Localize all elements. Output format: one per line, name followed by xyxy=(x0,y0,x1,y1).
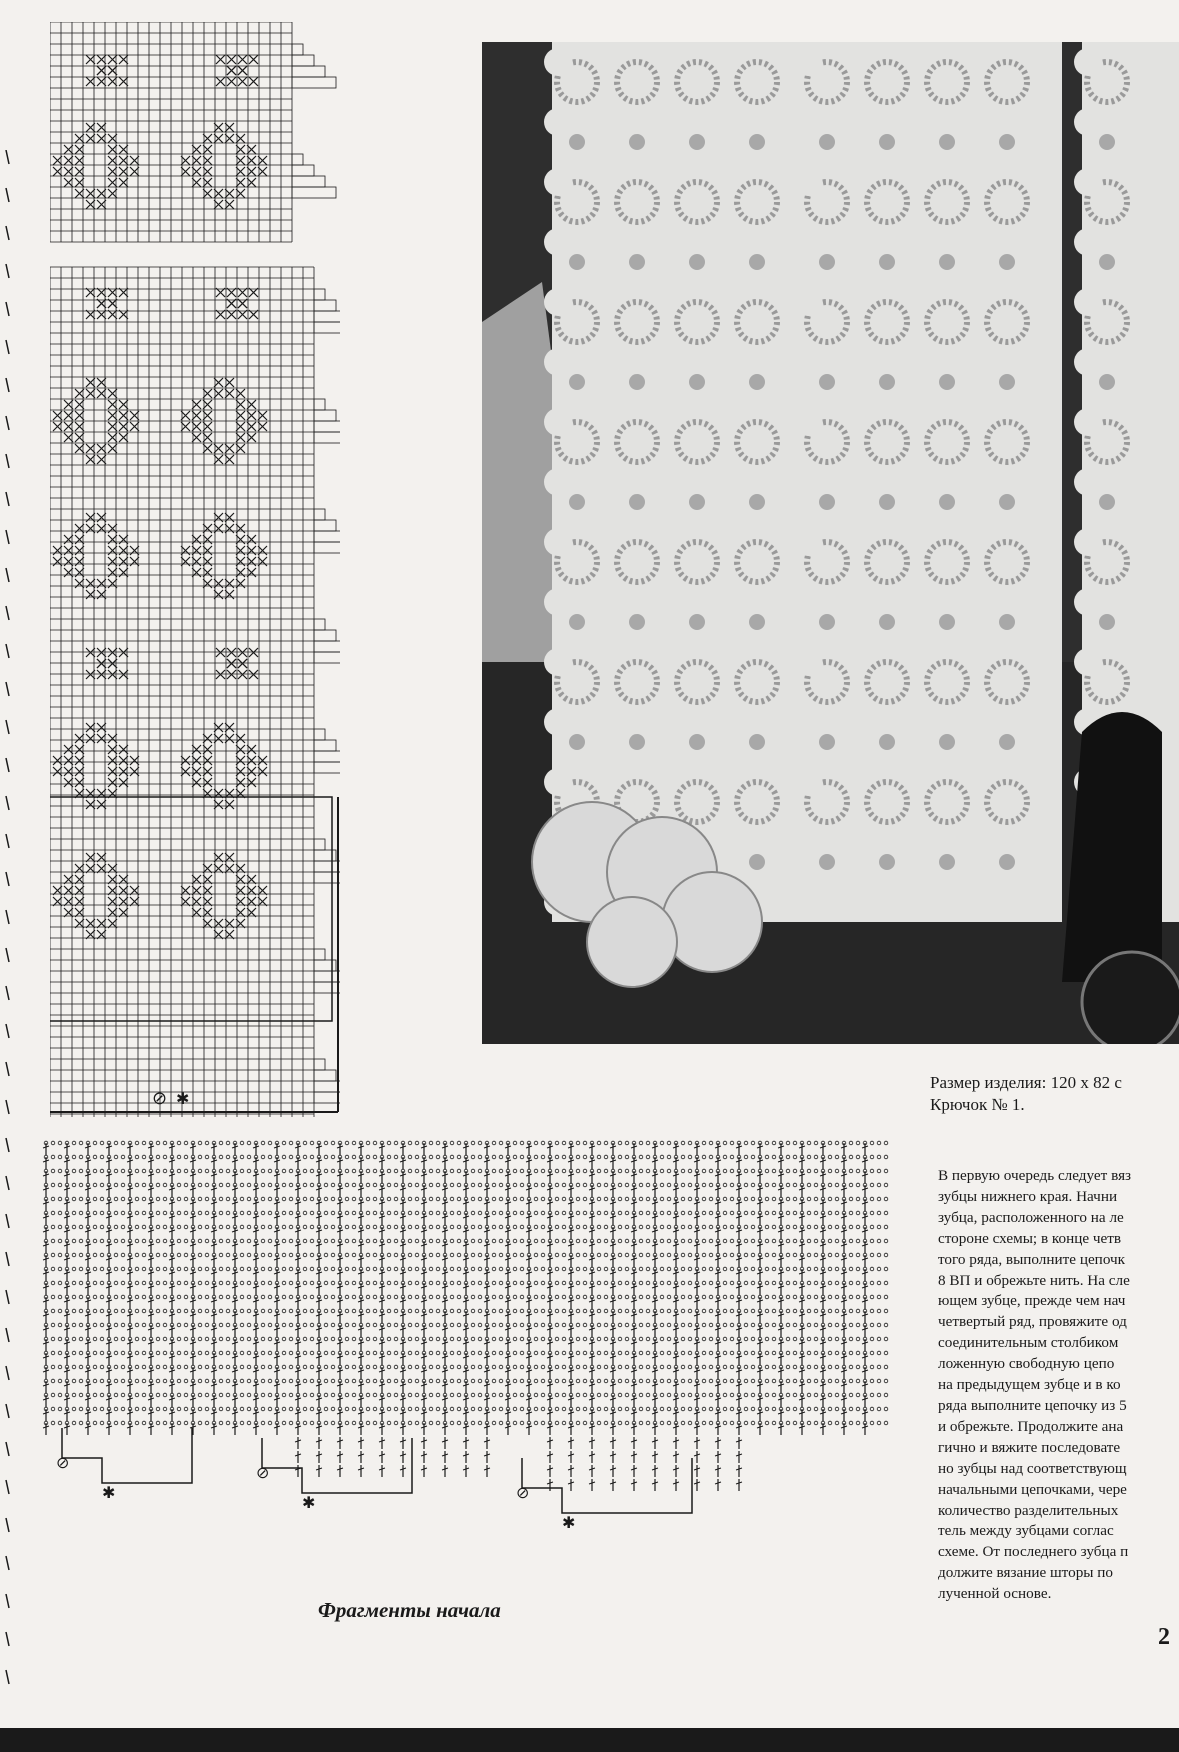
end-symbol: ✱ xyxy=(102,1485,116,1502)
instruction-line: гично и вяжите последовате xyxy=(938,1438,1121,1456)
start-symbol: ⊘ xyxy=(256,1465,270,1482)
curtain-panel xyxy=(794,42,1062,922)
page-edge-marks xyxy=(0,150,16,1700)
start-symbol: ⊘ xyxy=(516,1485,530,1502)
tooth-outline xyxy=(256,1438,412,1512)
instruction-line: В первую очередь следует вяз xyxy=(938,1167,1132,1184)
end-symbol: ✱ xyxy=(302,1495,316,1512)
instruction-line: зубца, расположенного на ле xyxy=(938,1208,1124,1226)
chart-caption: Фрагменты начала xyxy=(318,1598,501,1622)
instruction-line: ющем зубце, прежде чем нач xyxy=(938,1292,1126,1310)
instruction-line: лученной основе. xyxy=(938,1585,1052,1603)
instruction-line: количество разделительных xyxy=(938,1501,1119,1519)
grid-block xyxy=(50,267,340,1117)
chart-end-symbol: ✱ xyxy=(176,1091,190,1108)
symbol-grid xyxy=(43,1141,888,1491)
grid-block xyxy=(50,22,336,242)
filet-grid-chart xyxy=(50,22,340,1117)
tooth-outline xyxy=(516,1458,692,1532)
scan-edge xyxy=(0,1728,1179,1752)
instruction-line: зубцы нижнего края. Начни xyxy=(938,1187,1118,1205)
curtain-panel xyxy=(544,42,802,922)
instruction-line: стороне схемы; в конце четв xyxy=(938,1229,1122,1247)
instruction-line: должите вязание шторы по xyxy=(938,1564,1114,1582)
instruction-line: четвертый ряд, провяжите од xyxy=(938,1313,1127,1331)
instruction-line: 8 ВП и обрежьте нить. На сле xyxy=(938,1271,1130,1289)
instruction-line: ложенную свободную цепо xyxy=(938,1355,1115,1373)
tooth-outline xyxy=(56,1428,192,1502)
instruction-line: начальными цепочками, чере xyxy=(938,1480,1127,1498)
page-number: 2 xyxy=(1158,1624,1170,1650)
instructions-text xyxy=(938,1166,1179,1605)
instruction-line: схеме. От последнего зубца п xyxy=(938,1543,1129,1561)
start-symbol: ⊘ xyxy=(56,1455,70,1472)
instruction-line: соединительным столбиком xyxy=(938,1334,1119,1352)
end-symbol: ✱ xyxy=(562,1515,576,1532)
instruction-line: того ряда, выполните цепочк xyxy=(938,1250,1126,1268)
chart-start-symbol: ⊘ xyxy=(152,1088,168,1108)
product-info xyxy=(930,1072,1179,1116)
hook-line: Крючок № 1. xyxy=(930,1095,1025,1114)
instruction-line: но зубцы над соответствующ xyxy=(938,1459,1127,1477)
crochet-symbol-chart xyxy=(42,1138,912,1548)
instruction-line: тель между зубцами соглас xyxy=(938,1522,1114,1540)
instruction-line: ряда выполните цепочку из 5 xyxy=(938,1396,1127,1414)
size-line: Размер изделия: 120 х 82 с xyxy=(930,1073,1122,1092)
instruction-line: на предыдущем зубце и в ко xyxy=(938,1376,1121,1394)
instruction-line: и обрежьте. Продолжите ана xyxy=(938,1417,1124,1435)
curtain-photo xyxy=(482,42,1179,1044)
